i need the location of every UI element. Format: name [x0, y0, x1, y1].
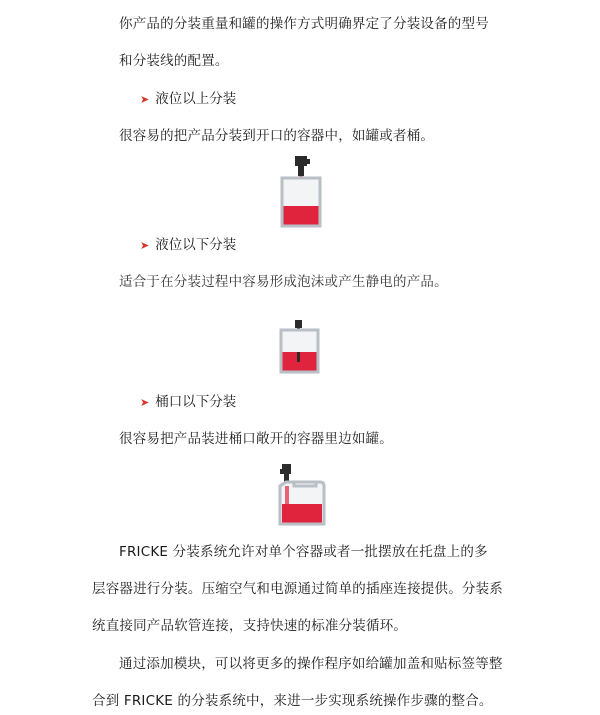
intro-line-1: 你产品的分装重量和罐的操作方式明确界定了分装设备的型号	[119, 16, 489, 32]
paragraph1-line-1: FRICKE 分装系统允许对单个容器或者一批摆放在托盘上的多	[119, 544, 488, 560]
section-heading-below-level	[140, 233, 236, 253]
arrow-right-icon: ➤	[140, 239, 150, 252]
filling-bung-level-figure	[276, 460, 328, 528]
section-text-below-level: 适合于在分装过程中容易形成泡沫或产生静电的产品。	[119, 274, 448, 290]
paragraph1-line-2: 层容器进行分装。压缩空气和电源通过简单的插座连接提供。分装系	[92, 581, 503, 597]
arrow-right-icon: ➤	[140, 396, 150, 409]
filling-above-level-figure	[278, 154, 326, 230]
section-text-bung-level: 很容易把产品装进桶口敞开的容器里边如罐。	[119, 431, 393, 447]
section-title: 液位以下分装	[155, 237, 237, 253]
section-title: 液位以上分装	[155, 91, 237, 107]
intro-line-2: 和分装线的配置。	[119, 53, 229, 69]
paragraph2-line-2: 合到 FRICKE 的分装系统中，来进一步实现系统操作步骤的整合。	[92, 693, 493, 709]
section-heading-above-level	[140, 87, 236, 107]
paragraph1-line-3: 统直接同产品软管连接，支持快速的标准分装循环。	[92, 618, 408, 634]
section-text-above-level: 很容易的把产品分装到开口的容器中，如罐或者桶。	[119, 128, 435, 144]
section-heading-bung-level	[140, 390, 236, 410]
section-title: 桶口以下分装	[155, 394, 237, 410]
paragraph2-line-1: 通过添加模块，可以将更多的操作程序如给罐加盖和贴标签等整	[119, 656, 503, 672]
arrow-right-icon: ➤	[140, 93, 150, 106]
filling-below-level-figure	[278, 318, 322, 376]
